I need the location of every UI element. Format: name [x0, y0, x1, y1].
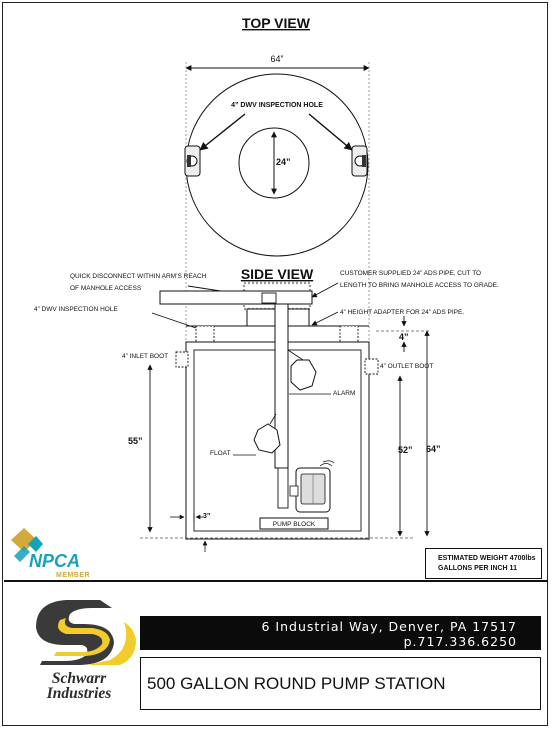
riser-lid [160, 291, 312, 304]
alarm-label: ALARM [333, 390, 356, 397]
dim-52-label: 52” [398, 445, 413, 455]
npca-member: MEMBER [56, 572, 91, 579]
inspection-hole-left [196, 326, 214, 342]
dim-3-label: 3” [203, 513, 211, 520]
inspection-fitting-right [352, 146, 367, 176]
npca-badge [11, 528, 90, 579]
inlet-boot [176, 352, 188, 367]
dim-4-label: 4” [399, 332, 409, 342]
outlet-boot [365, 359, 378, 374]
gallons-per-inch: GALLONS PER INCH 11 [438, 565, 517, 572]
dim-55-label: 55” [128, 436, 143, 446]
company-name-line1: Schwarr [51, 670, 107, 687]
npca-brand: NPCA [29, 551, 81, 571]
height-adapter-leader [312, 312, 338, 325]
side-view [34, 270, 499, 552]
outlet-boot-label: 4” OUTLET BOOT [380, 363, 434, 370]
quick-disconnect-fitting [262, 293, 276, 303]
manhole-label: 24” [276, 157, 291, 167]
customer-pipe-label-1: CUSTOMER SUPPLIED 24” ADS PIPE, CUT TO [340, 270, 482, 277]
customer-pipe-leader [312, 283, 338, 297]
side-inspection-hole-label: 4” DWV INSPECTION HOLE [34, 306, 118, 313]
inspection-fitting-left [185, 146, 200, 176]
inlet-boot-label: 4” INLET BOOT [122, 353, 169, 360]
float-label: FLOAT [210, 450, 231, 457]
product-title-box [140, 657, 541, 710]
pump-unit [278, 461, 334, 512]
spec-box [425, 548, 542, 579]
dim-64-label: 64” [426, 444, 441, 454]
top-view-title: TOP VIEW [242, 15, 310, 31]
pump-block-label: PUMP BLOCK [272, 521, 316, 528]
customer-pipe-label-2: LENGTH TO BRING MANHOLE ACCESS TO GRADE. [340, 282, 499, 289]
inspection-arrow-left [200, 114, 245, 150]
inspection-hole-right [340, 326, 358, 342]
product-name: 500 GALLON ROUND PUMP STATION [147, 674, 446, 693]
estimated-weight: ESTIMATED WEIGHT 4700lbs [438, 555, 536, 562]
height-adapter-label: 4” HEIGHT ADAPTER FOR 24” ADS PIPE. [340, 309, 465, 316]
inspection-arrow-right [309, 114, 352, 150]
company-address: 6 Industrial Way, Denver, PA 17517 [261, 619, 517, 634]
address-bar [140, 616, 541, 650]
alarm-float-cord [288, 350, 303, 360]
alarm-float [291, 360, 316, 390]
company-name-line2: Industries [46, 685, 112, 702]
side-view-title: SIDE VIEW [240, 266, 314, 282]
company-phone: p.717.336.6250 [403, 634, 517, 649]
top-diameter-label: 64” [270, 54, 284, 64]
top-inspection-hole-label: 4” DWV INSPECTION HOLE [231, 102, 323, 109]
quick-disconnect-label-2: OF MANHOLE ACCESS [70, 285, 142, 292]
quick-disconnect-label-1: QUICK DISCONNECT WITHIN ARM’S REACH [70, 273, 207, 280]
